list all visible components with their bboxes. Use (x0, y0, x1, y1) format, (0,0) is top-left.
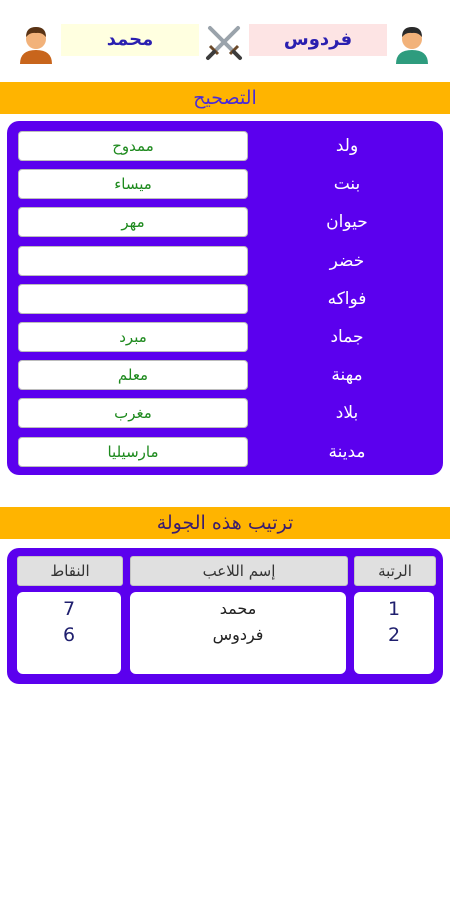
player-name-value: فردوس (212, 625, 264, 644)
answer-field[interactable]: مهر (18, 207, 248, 237)
rank-value: 1 (387, 598, 401, 620)
player-name-value: محمد (219, 599, 257, 618)
answer-field[interactable] (18, 284, 248, 314)
category-label: بنت (333, 174, 361, 195)
player-left-avatar-icon (18, 24, 54, 64)
crossed-swords-icon (204, 22, 244, 62)
correction-row (7, 437, 443, 467)
correction-row (7, 360, 443, 390)
category-label: فواكه (327, 288, 367, 309)
category-label: خضر (329, 250, 365, 271)
player-right-avatar-icon (394, 24, 430, 64)
category-label: مهنة (331, 365, 363, 386)
correction-row (7, 398, 443, 428)
rank-header: الرتبة (354, 556, 436, 586)
ranking-table (7, 548, 443, 684)
ranking-title: ترتيب هذه الجولة (0, 507, 450, 539)
player-name-header: إسم اللاعب (130, 556, 348, 586)
rank-value: 2 (387, 624, 401, 646)
category-label: مدينة (328, 441, 366, 462)
category-label: ولد (335, 136, 359, 156)
answer-field[interactable]: مغرب (18, 398, 248, 428)
correction-panel (7, 121, 443, 475)
category-label: بلاد (335, 403, 359, 424)
points-column (17, 592, 121, 674)
correction-row (7, 207, 443, 237)
rank-column (354, 592, 434, 674)
category-label: جماد (330, 327, 364, 347)
points-header: النقاط (17, 556, 123, 586)
correction-row (7, 131, 443, 161)
players-header (0, 18, 450, 68)
correction-row (7, 322, 443, 352)
correction-row (7, 246, 443, 276)
player-name-column (130, 592, 346, 674)
answer-field[interactable] (18, 246, 248, 276)
answer-field[interactable]: مبرد (18, 322, 248, 352)
player-left-name: محمد (61, 24, 199, 56)
correction-title: التصحيح (0, 82, 450, 114)
category-label: حيوان (326, 212, 368, 233)
points-value: 6 (62, 624, 76, 646)
player-right-name: فردوس (249, 24, 387, 56)
correction-row (7, 284, 443, 314)
points-value: 7 (62, 598, 76, 620)
answer-field[interactable]: ممدوح (18, 131, 248, 161)
answer-field[interactable]: مارسيليا (18, 437, 248, 467)
answer-field[interactable]: معلم (18, 360, 248, 390)
answer-field[interactable]: ميساء (18, 169, 248, 199)
correction-row (7, 169, 443, 199)
